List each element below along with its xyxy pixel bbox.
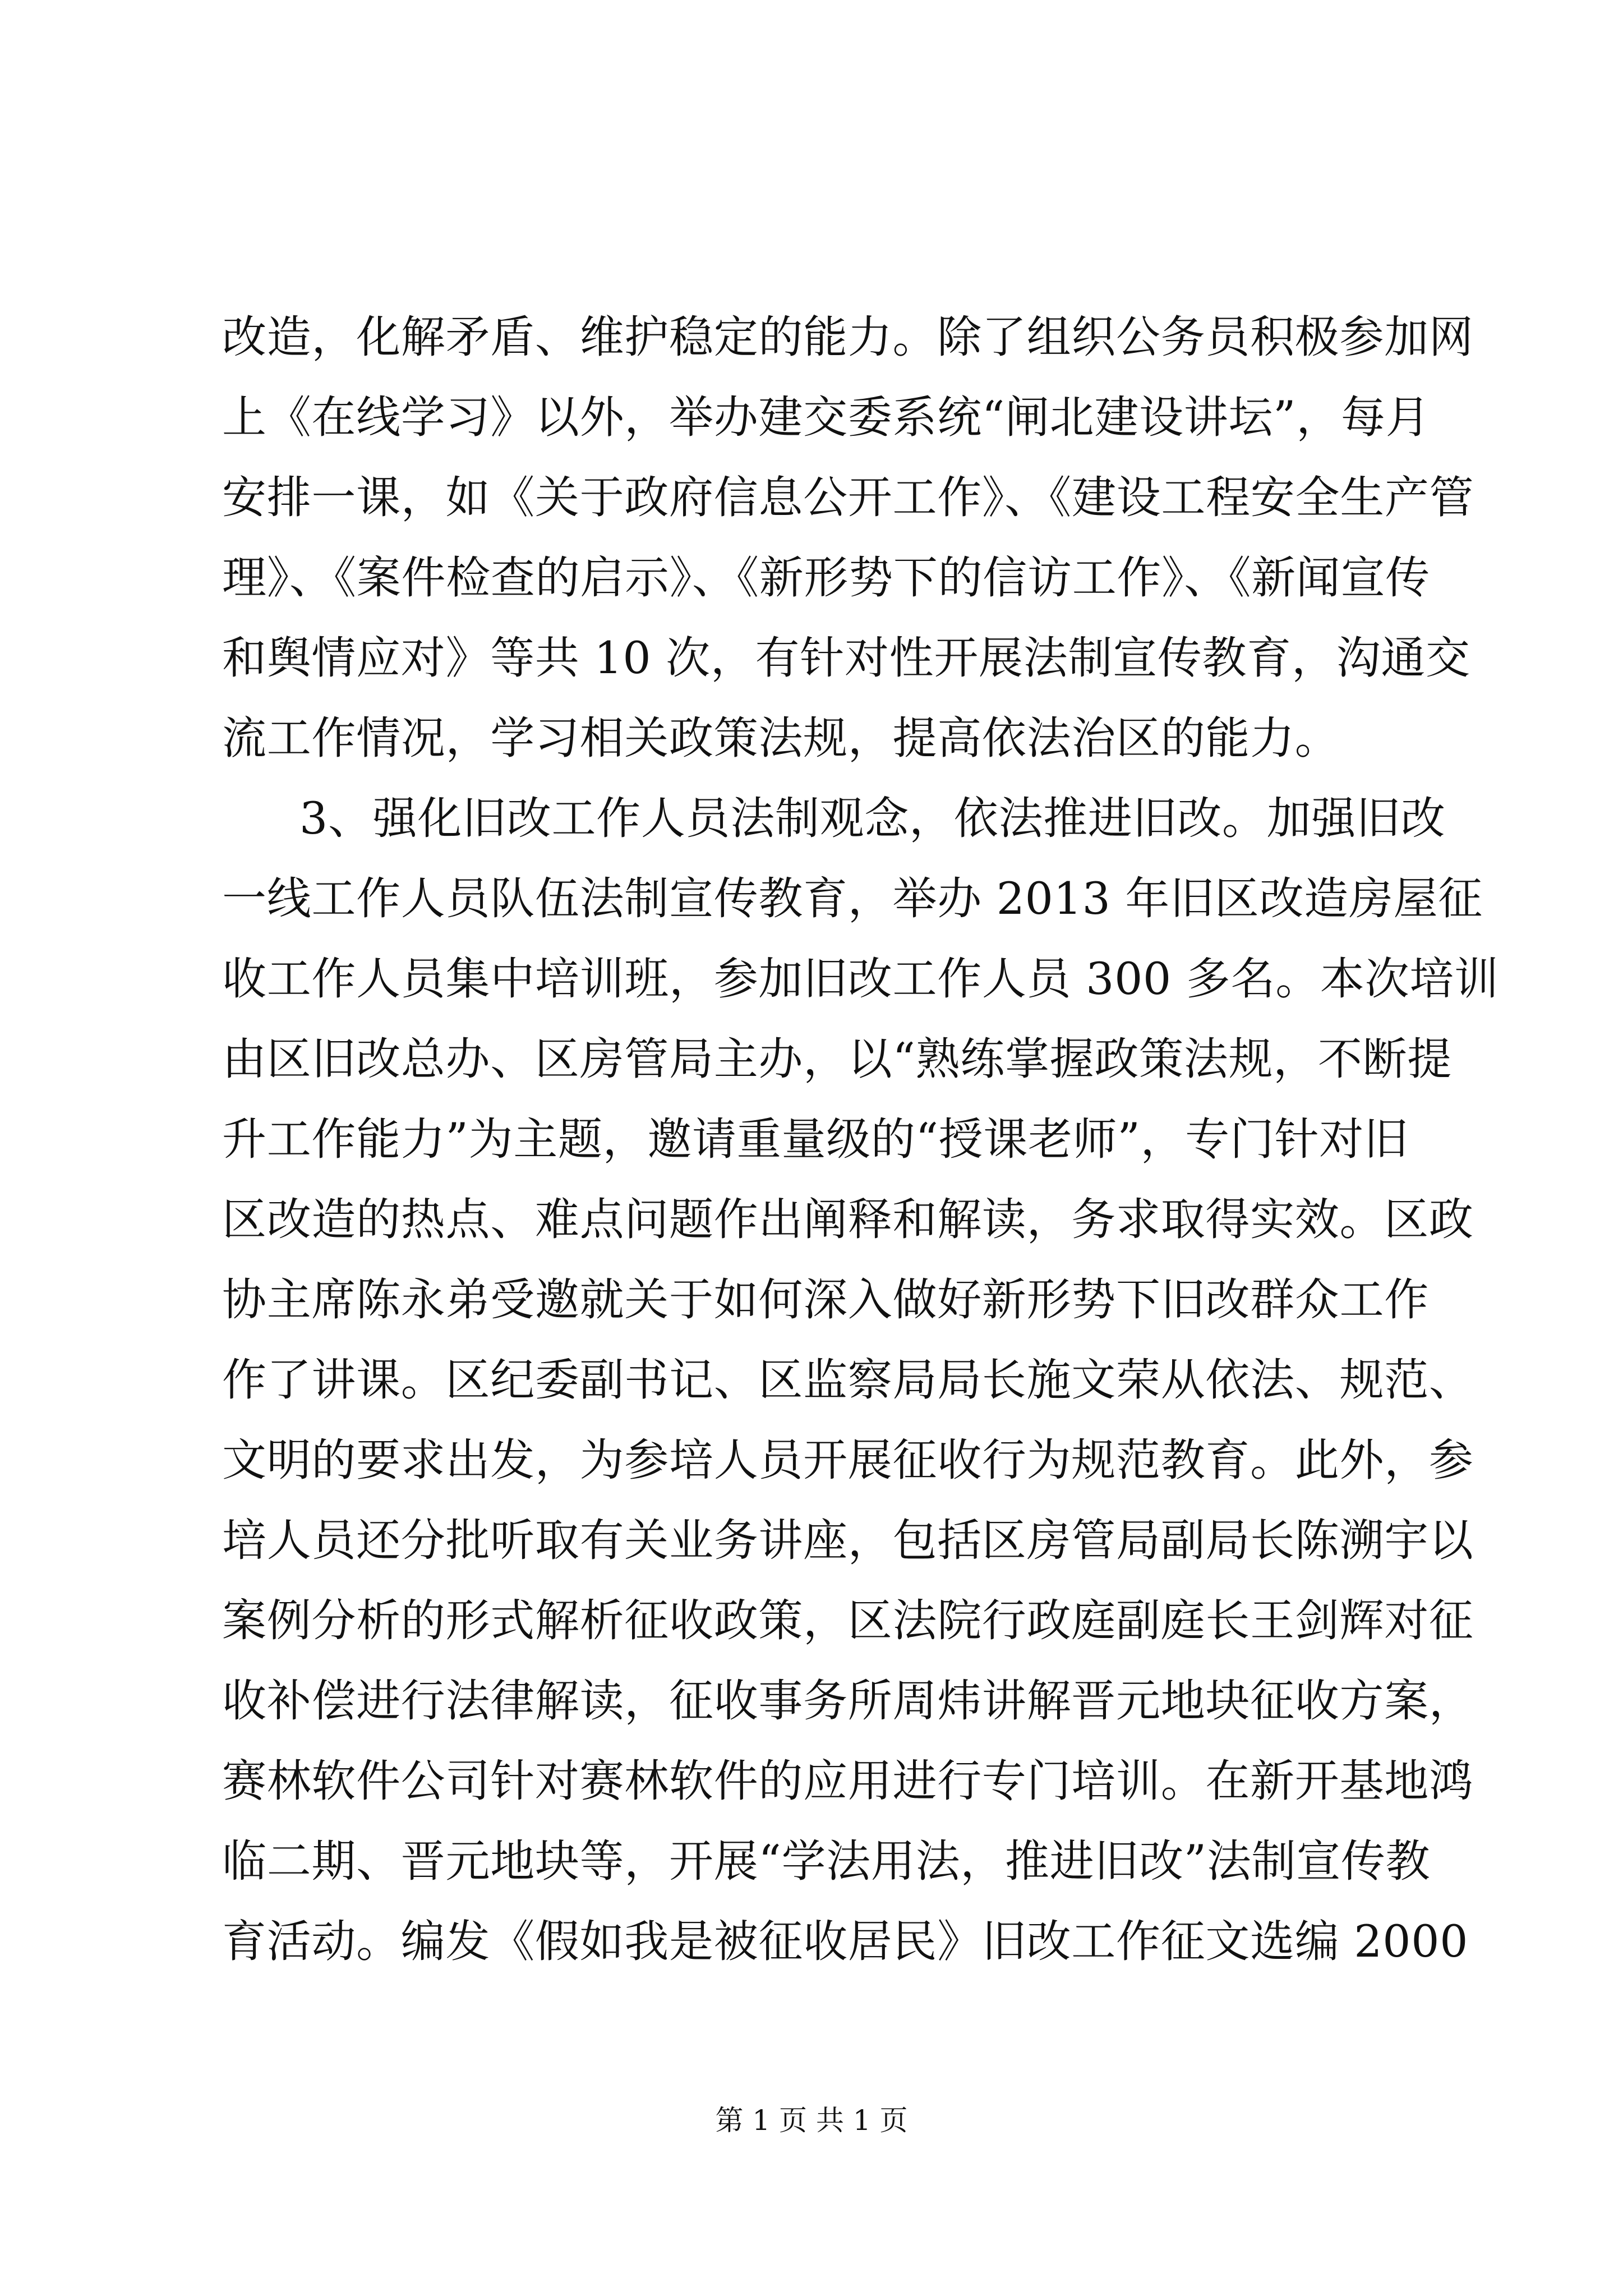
text-line: 赛林软件公司针对赛林软件的应用进行专门培训。在新开基地鸿 <box>222 1755 1474 1807</box>
text-line: 案例分析的形式解析征收政策，区法院行政庭副庭长王剑辉对征 <box>222 1595 1474 1646</box>
paragraph-start-line: 3、强化旧改工作人员法制观念，依法推进旧改。加强旧改 <box>299 793 1446 844</box>
text-line: 育活动。编发《假如我是被征收居民》旧改工作征文选编 2000 <box>222 1916 1469 1967</box>
text-line: 区改造的热点、难点问题作出阐释和解读，务求取得实效。区政 <box>222 1194 1474 1245</box>
text-line: 理》、《案件检查的启示》、《新形势下的信访工作》、《新闻宣传 <box>222 552 1430 604</box>
text-line: 临二期、晋元地块等，开展“学法用法，推进旧改”法制宣传教 <box>222 1835 1431 1887</box>
text-line: 收工作人员集中培训班，参加旧改工作人员 300 多名。本次培训 <box>222 953 1499 1005</box>
text-line: 收补偿进行法律解读，征收事务所周炜讲解晋元地块征收方案， <box>222 1675 1474 1727</box>
text-line: 作了讲课。区纪委副书记、区监察局局长施文荣从依法、规范、 <box>222 1354 1474 1406</box>
text-line: 一线工作人员队伍法制宣传教育，举办 2013 年旧区改造房屋征 <box>222 873 1483 924</box>
page-footer: 第 1 页 共 1 页 <box>715 2104 908 2137</box>
text-line: 改造，化解矛盾、维护稳定的能力。除了组织公务员积极参加网 <box>222 311 1474 363</box>
text-line: 协主席陈永弟受邀就关于如何深入做好新形势下旧改群众工作 <box>222 1274 1429 1326</box>
text-line: 升工作能力”为主题，邀请重量级的“授课老师”，专门针对旧 <box>222 1114 1409 1165</box>
text-line: 和舆情应对》等共 10 次，有针对性开展法制宣传教育，沟通交 <box>222 632 1470 684</box>
text-line: 安排一课，如《关于政府信息公开工作》、《建设工程安全生产管 <box>222 472 1474 523</box>
text-line: 上《在线学习》以外，举办建交委系统“闸北建设讲坛”，每月 <box>222 392 1431 443</box>
text-line: 流工作情况，学习相关政策法规，提高依法治区的能力。 <box>222 712 1340 764</box>
text-line: 由区旧改总办、区房管局主办，以“熟练掌握政策法规，不断提 <box>222 1033 1452 1085</box>
body-text <box>222 297 1499 1982</box>
text-line: 培人员还分批听取有关业务讲座，包括区房管局副局长陈溯宇以 <box>222 1515 1474 1566</box>
text-line: 文明的要求出发，为参培人员开展征收行为规范教育。此外，参 <box>222 1434 1474 1486</box>
